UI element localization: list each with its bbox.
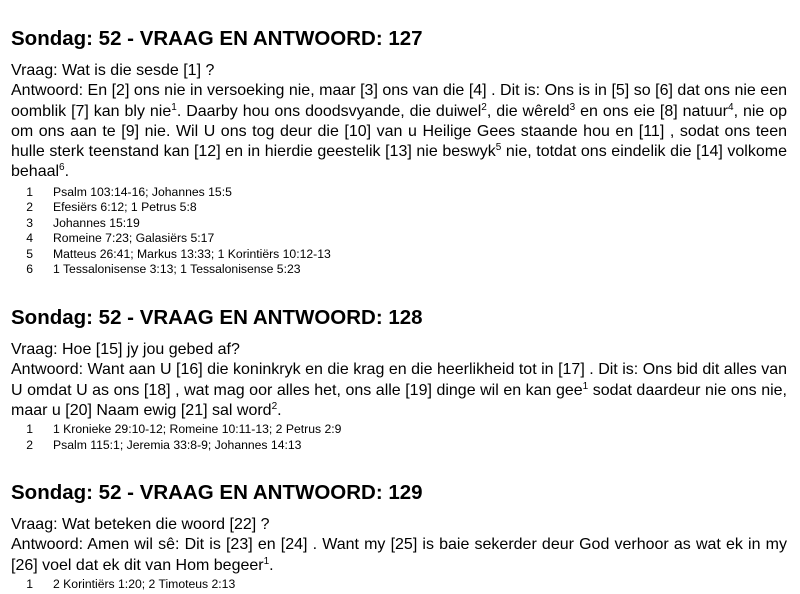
- answer-fragment: Antwoord: Amen wil sê: Dit is [23] en [24] . Want my [25] is baie sekerder deur God verhoor as wat ek in my [26] voel dat ek dit van Hom begeer: [11, 536, 787, 574]
- section-heading: Sondag: 52 - VRAAG EN ANTWOORD: 128: [11, 306, 423, 329]
- reference-item: [11, 216, 787, 232]
- reference-number: 6: [26, 262, 33, 277]
- reference-item: [11, 422, 787, 438]
- reference-text: 2 Korintiërs 1:20; 2 Timoteus 2:13: [53, 576, 236, 591]
- question-text: Vraag: Wat is die sesde [1] ?: [11, 62, 215, 79]
- reference-number: 1: [26, 422, 33, 437]
- reference-number: 2: [26, 200, 33, 215]
- scripture-references: [11, 185, 787, 278]
- answer-fragment: Antwoord: En [2] ons nie in versoeking nie, maar [3] ons van die [4] . Dit is: Ons is in [5] so [6] dat ons nie een oomblik [7] kan bly nie: [11, 82, 787, 120]
- footnote-marker: 1: [582, 380, 589, 392]
- question-text: Vraag: Hoe [15] jy jou gebed af?: [11, 341, 240, 358]
- answer-fragment: , nie op om ons aan te [9] nie. Wil U ons tog deur die [10] van u Heilige Gees staande hou en [11] , sodat ons teen hulle sterk teenstand kan [12] en in hierdie geestelik [13] nie beswyk: [11, 102, 788, 161]
- reference-item: [11, 438, 787, 454]
- answer-fragment: , die wêreld: [486, 102, 570, 120]
- answer-text: [11, 535, 787, 576]
- reference-text: 1 Tessalonisense 3:13; 1 Tessalonisense 5:23: [53, 262, 301, 277]
- scripture-references: [11, 577, 787, 593]
- reference-text: 1 Kronieke 29:10-12; Romeine 10:11-13; 2 Petrus 2:9: [53, 422, 342, 437]
- reference-number: 3: [26, 215, 33, 230]
- qa-body: [11, 340, 787, 421]
- answer-fragment: .: [277, 401, 282, 419]
- footnote-marker: 1: [263, 555, 270, 567]
- reference-number: 1: [26, 576, 33, 591]
- section-heading: Sondag: 52 - VRAAG EN ANTWOORD: 127: [11, 27, 423, 50]
- answer-text: [11, 360, 787, 421]
- question-text: Vraag: Wat beteken die woord [22] ?: [11, 516, 270, 533]
- answer-text: [11, 81, 787, 182]
- answer-fragment: Antwoord: Want aan U [16] die koninkryk en die krag en die heerlikheid tot in [17] . Dit is: Ons bid dit alles van U omdat U as ons [18] , wat mag oor alles het, ons alle [19] dinge wil en kan gee: [11, 361, 787, 399]
- reference-text: Johannes 15:19: [53, 215, 140, 230]
- answer-fragment: . Daarby hou ons doodsvyande, die duiwel: [176, 102, 482, 120]
- qa-section-128: [11, 306, 787, 453]
- reference-text: Psalm 103:14-16; Johannes 15:5: [53, 184, 232, 199]
- answer-fragment: en ons eie [8] natuur: [575, 102, 728, 120]
- reference-text: Matteus 26:41; Markus 13:33; 1 Korintiërs 10:12-13: [53, 246, 331, 261]
- reference-item: [11, 200, 787, 216]
- footnote-marker: 1: [171, 101, 177, 113]
- reference-text: Romeine 7:23; Galasiërs 5:17: [53, 231, 215, 246]
- reference-text: Psalm 115:1; Jeremia 33:8-9; Johannes 14:13: [53, 437, 302, 452]
- qa-body: [11, 61, 787, 183]
- qa-section-129: [11, 481, 787, 592]
- answer-fragment: sodat daardeur nie ons nie, maar u [20] Naam ewig [21] sal word: [11, 381, 788, 419]
- qa-section-127: [11, 27, 787, 278]
- reference-number: 4: [26, 231, 33, 246]
- footnote-marker: 3: [569, 101, 576, 113]
- reference-item: [11, 262, 787, 278]
- answer-fragment: .: [269, 556, 274, 574]
- reference-item: [11, 247, 787, 263]
- footnote-marker: 2: [481, 101, 487, 113]
- answer-fragment: nie, totdat ons eindelik die [14] volkome behaal: [11, 143, 787, 181]
- reference-item: [11, 231, 787, 247]
- reference-item: [11, 577, 787, 593]
- reference-number: 1: [26, 184, 33, 199]
- section-heading: Sondag: 52 - VRAAG EN ANTWOORD: 129: [11, 481, 423, 504]
- reference-item: [11, 185, 787, 201]
- footnote-marker: 2: [271, 400, 278, 412]
- footnote-marker: 6: [59, 162, 65, 174]
- qa-body: [11, 515, 787, 576]
- reference-number: 2: [26, 437, 33, 452]
- scripture-references: [11, 422, 787, 453]
- reference-text: Efesiërs 6:12; 1 Petrus 5:8: [53, 200, 197, 215]
- footnote-marker: 4: [728, 101, 734, 113]
- reference-number: 5: [26, 246, 33, 261]
- footnote-marker: 5: [495, 142, 502, 154]
- answer-fragment: .: [64, 163, 70, 181]
